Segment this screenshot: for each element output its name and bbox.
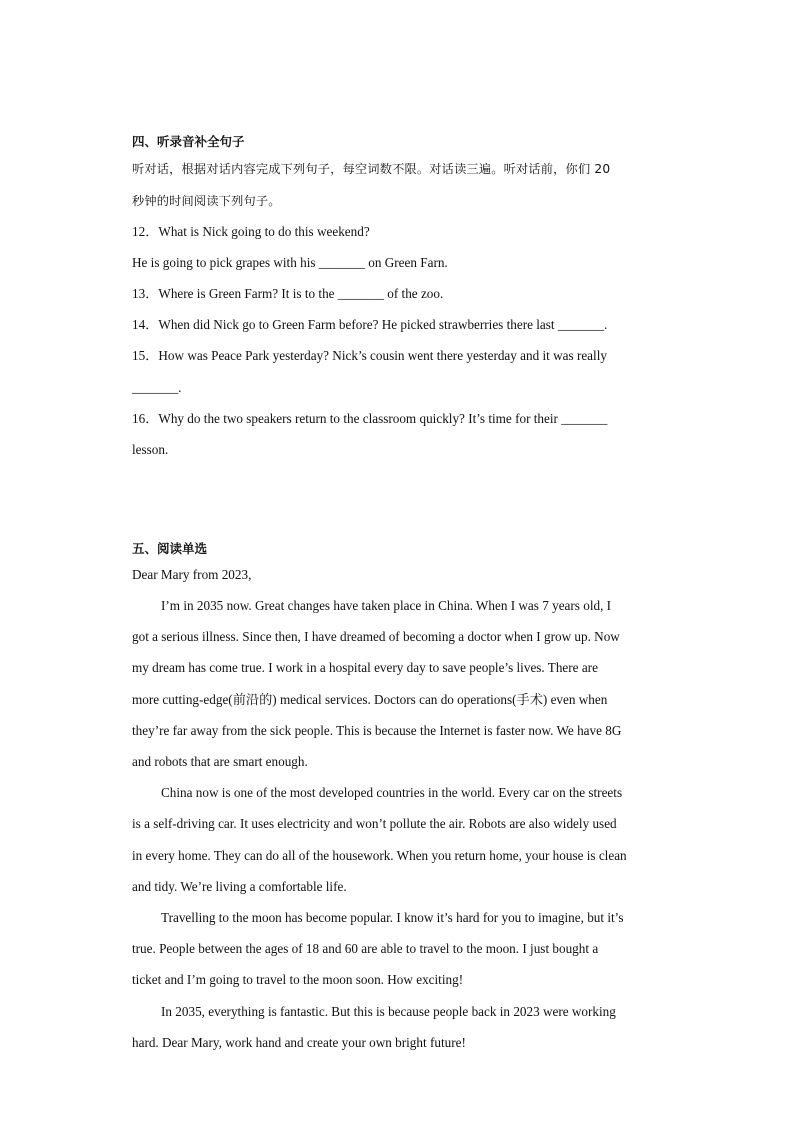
letter-line: In 2035, everything is fantastic. But this is because people back in 2023 were working	[161, 1004, 616, 1019]
letter-line: got a serious illness. Since then, I have dreamed of becoming a doctor when I grow up. Now	[132, 629, 620, 644]
letter-line: and tidy. We’re living a comfortable life.	[132, 879, 347, 894]
letter-line: they’re far away from the sick people. This is because the Internet is faster now. We have 8G	[132, 723, 622, 738]
letter-greeting: Dear Mary from 2023,	[132, 567, 252, 582]
section-heading-reading: 五、阅读单选	[132, 541, 208, 556]
question-16: 16．Why do the two speakers return to the classroom quickly? It’s time for their _______	[132, 411, 608, 426]
question-16-continuation: lesson.	[132, 442, 169, 457]
letter-line: I’m in 2035 now. Great changes have taken place in China. When I was 7 years old, I	[161, 598, 612, 613]
letter-line: China now is one of the most developed countries in the world. Every car on the streets	[161, 785, 623, 800]
letter-line: in every home. They can do all of the housework. When you return home, your house is clean	[132, 848, 627, 863]
letter-line: Travelling to the moon has become popular. I know it’s hard for you to imagine, but it’s	[161, 910, 624, 925]
letter-line: true. People between the ages of 18 and 60 are able to travel to the moon. I just bought a	[132, 941, 599, 956]
letter-line: is a self-driving car. It uses electricity and won’t pollute the air. Robots are also widely used	[132, 816, 617, 831]
question-15: 15．How was Peace Park yesterday? Nick’s cousin went there yesterday and it was really	[132, 348, 607, 363]
section-heading-listening: 四、听录音补全句子	[132, 134, 245, 149]
question-13: 13．Where is Green Farm? It is to the _______ of the zoo.	[132, 286, 444, 301]
letter-line: more cutting-edge(前沿的) medical services. Doctors can do operations(手术) even when	[132, 692, 608, 707]
letter-line: hard. Dear Mary, work hand and create your own bright future!	[132, 1035, 466, 1050]
question-12: 12．What is Nick going to do this weekend?	[132, 224, 370, 239]
letter-line: my dream has come true. I work in a hospital every day to save people’s lives. There are	[132, 660, 598, 675]
question-14: 14．When did Nick go to Green Farm before? He picked strawberries there last _______.	[132, 317, 608, 332]
letter-line: ticket and I’m going to travel to the moon soon. How exciting!	[132, 972, 464, 987]
question-15-answer-line: _______.	[132, 380, 182, 395]
question-12-answer-line: He is going to pick grapes with his _______ on Green Farn.	[132, 255, 448, 270]
letter-line: and robots that are smart enough.	[132, 754, 308, 769]
instruction-text: 听对话，根据对话内容完成下列句子，每空词数不限。对话读三遍。听对话前，你们 20	[132, 162, 611, 176]
instruction-text: 秒钟的时间阅读下列句子。	[132, 194, 281, 208]
